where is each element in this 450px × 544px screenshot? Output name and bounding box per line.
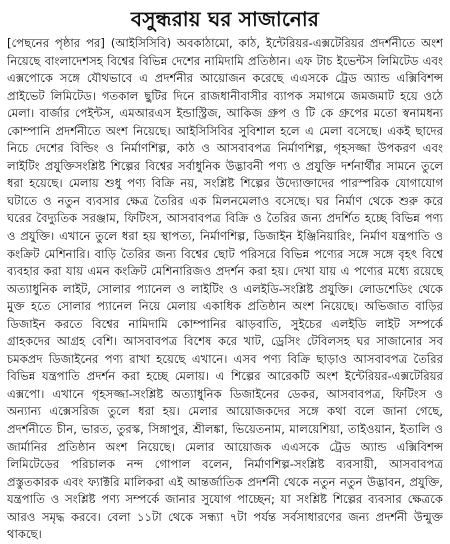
continued-from-tag: [পেছনের পৃষ্ঠার পর] (7, 36, 105, 50)
article-body-text: (আইসিসিবি) অবকাঠামো, কাঠ, ইন্টেরিয়র-এক্সটেরিয়র প্রদর্শনীতে অংশ নিয়েছে বাংলাদেশসহ বিশ্বের বিভিন্ন দেশের নামিদামি প্রতিষ্ঠান। এফ টাচ ইভেন্টস লিমিটেড এবং এক্সপোকে সঙ্গে যৌথভাবে এ প্রদর্শনীর আয়োজন করেছে এএসকে ট্রেড অ্যান্ড এক্সিবিশন্স প্রাইভেট লিমিটেড। গতকাল ছুটির দিনে রাজধানীবাসীর ব্যাপক সমাগমে জমজমাট হয়ে ওঠে মেলা। বার্জার পেইন্টস, এমআরএস ইন্ডাস্ট্রিজ, আকিজ গ্রুপ ও টি কে গ্রুপের মতো স্বনামধন্য কোম্পানি প্রদর্শনীতে অংশ নিয়েছে। আইসিসিবির সুবিশাল হলে এ মেলা বসেছে। একই ছাদের নিচে দেশের বিল্ডিং ও নির্মাণশিল্প, কাঠ ও আসবাবপত্র নির্মাণশিল্প, গৃহসজ্জা উপকরণ এবং লাইটিং প্রযুক্তিসংশ্লিষ্ট শিল্পের বিশ্বের সর্বাধুনিক উদ্ভাবনী পণ্য ও প্রযুক্তি দর্শনার্থীর সামনে তুলে ধরা হয়েছে। মেলায় শুধু পণ্য বিক্রি নয়, সংশ্লিষ্ট শিল্পের উদ্যোক্তাদের পারস্পরিক যোগাযোগ ঘটাতে ও নতুন ব্যবসার ক্ষেত্র তৈরির এক মিলনমেলাও বসেছে। ঘর নির্মাণ থেকে শুরু করে ঘরের বৈদ্যুতিক সরঞ্জাম, ফিটিংস, আসবাবপত্র বিক্রি ও তৈরির জন্য প্রদর্শিত হচ্ছে বিভিন্ন পণ্য ও প্রযুক্তি। এখানে তুলে ধরা হয় স্থাপত্য, নির্মাণশিল্প, ডিজাইন ইঞ্জিনিয়ারিং, নির্মাণ যন্ত্রপাতি ও কংক্রিট মেশিনারি। বাড়ি তৈরির জন্য বিশ্বের ছোট পরিসরে বিভিন্ন পণ্যের সঙ্গে সঙ্গে বৃহৎ বিশ্বে ব্যবহার করা যায় এমন কংক্রিট মেশিনারিজও প্রদর্শন করা হয়। দেখা যায় এ পণ্যের মধ্যে রয়েছে অত্যাধুনিক লাইট, সোলার প্যানেল ও লাইটিং ও এলইডি-সংশ্লিষ্ট প্রযুক্তি। লোডশেডিং থেকে মুক্ত হতে সোলার প্যানেল নিয়ে মেলায় একাধিক প্রতিষ্ঠান অংশ নিয়েছে। অভিজাত বাড়ির ডিজাইন করতে বিশ্বের নামিদামি কোম্পানির ঝাড়বাতি, সুইচের এলইডি লাইট সম্পর্কে গ্রাহকদের আগ্রহ বেশি। আসবাবপত্র বিশেষ করে খাট, ড্রেসিং টেবিলসহ ঘর সাজানোর সব চমকপ্রদ ডিজাইনের পণ্য রাখা হয়েছে এখানে। এসব পণ্য বিক্রি ছাড়াও আসবাবপত্র তৈরির বিভিন্ন যন্ত্রপাতি প্রদর্শন করা হচ্ছে মেলায়। এ শিল্পের আরেকটি অংশ ইন্টেরিয়র-এক্সটেরিয়র এক্সপো। এখানে গৃহসজ্জা-সংশ্লিষ্ট অত্যাধুনিক ডিজাইনের ডেকর, আসবাবপত্র, ফিটিংস ও অন্যান্য এক্সেসরিজ তুলে ধরা হয়। মেলার আয়োজকদের সঙ্গে কথা বলে জানা গেছে, প্রদর্শনীতে চীন, ভারত, তুরস্ক, সিঙ্গাপুর, শ্রীলঙ্কা, ভিয়েতনাম, মালয়েশিয়া, তাইওয়ান, ইতালি ও জার্মানির প্রতিষ্ঠান অংশ নিয়েছে। মেলার আয়োজক এএসকে ট্রেড অ্যান্ড এক্সিবিশন্স লিমিটেডের পরিচালক নন্দ গোপাল বলেন, নির্মাণশিল্প-সংশ্লিষ্ট ব্যবসায়ী, আসবাবপত্র প্রস্তুতকারক এবং ফ্যাক্টরি মালিকরা এই আন্তর্জাতিক প্রদর্শনী থেকে নতুন নতুন উদ্ভাবন, প্রযুক্তি, যন্ত্রপাতি ও সংশ্লিষ্ট পণ্য সম্পর্কে জানার সুযোগ পাচ্ছেন; যা সংশ্লিষ্ট শিল্পের ব্যবসার ক্ষেত্রকে আরও সমৃদ্ধ করবে। বেলা ১১টা থেকে সন্ধ্যা ৭টা পর্যন্ত সর্বসাধারণের জন্য প্রদর্শনী উন্মুক্ত থাকছে। (7, 36, 443, 542)
article-body (7, 35, 443, 544)
article-headline: বসুন্ধরায় ঘর সাজানোর (130, 7, 320, 31)
